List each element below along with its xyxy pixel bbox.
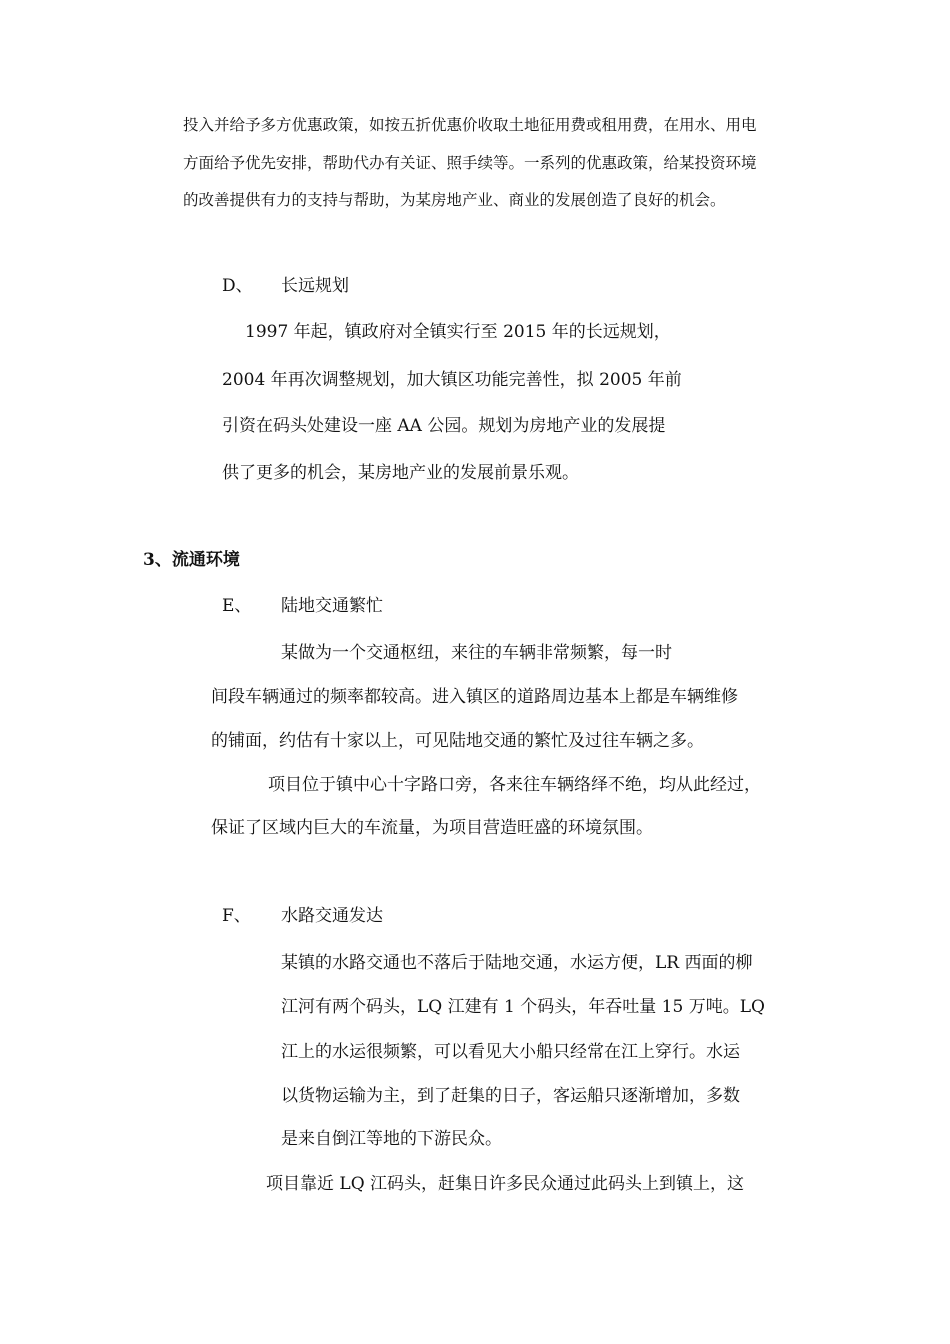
- section-e-title: 陆地交通繁忙: [281, 596, 383, 616]
- section-d-line-2: 2004 年再次调整规划，加大镇区功能完善性，拟 2005 年前: [222, 370, 682, 390]
- intro-line-3: 的改善提供有力的支持与帮助，为某房地产业、商业的发展创造了良好的机会。: [183, 191, 726, 209]
- section-d-line-1: 1997 年起，镇政府对全镇实行至 2015 年的长远规划，: [245, 322, 671, 342]
- section-f-line-2: 江河有两个码头，LQ 江建有 1 个码头，年吞吐量 15 万吨。LQ: [281, 997, 765, 1017]
- intro-line-1: 投入并给予多方优惠政策，如按五折优惠价收取土地征用费或租用费，在用水、用电: [183, 116, 757, 134]
- section-f-marker: F、: [222, 906, 251, 926]
- section-f-line-6: 项目靠近 LQ 江码头，赶集日许多民众通过此码头上到镇上，这: [266, 1174, 745, 1194]
- section-f-line-5: 是来自倒江等地的下游民众。: [281, 1129, 502, 1149]
- section-e-line-4: 项目位于镇中心十字路口旁，各来往车辆络绎不绝，均从此经过，: [268, 775, 761, 795]
- section-e-line-3: 的铺面，约估有十家以上，可见陆地交通的繁忙及过往车辆之多。: [211, 731, 704, 751]
- section-heading-3: 3、流通环境: [143, 550, 240, 570]
- section-f-line-3: 江上的水运很频繁，可以看见大小船只经常在江上穿行。水运: [281, 1042, 740, 1062]
- intro-line-2: 方面给予优先安排，帮助代办有关证、照手续等。一系列的优惠政策，给某投资环境: [183, 154, 757, 172]
- section-d-line-3: 引资在码头处建设一座 AA 公园。规划为房地产业的发展提: [222, 416, 666, 436]
- section-f-title: 水路交通发达: [281, 906, 383, 926]
- section-e-line-5: 保证了区域内巨大的车流量，为项目营造旺盛的环境氛围。: [211, 818, 653, 838]
- section-d-line-4: 供了更多的机会，某房地产业的发展前景乐观。: [222, 463, 579, 483]
- section-e-line-2: 间段车辆通过的频率都较高。进入镇区的道路周边基本上都是车辆维修: [211, 687, 738, 707]
- section-d-title: 长远规划: [281, 276, 349, 296]
- section-f-line-1: 某镇的水路交通也不落后于陆地交通，水运方便，LR 西面的柳: [281, 953, 753, 973]
- section-f-line-4: 以货物运输为主，到了赶集的日子，客运船只逐渐增加，多数: [281, 1086, 740, 1106]
- section-e-line-1: 某做为一个交通枢纽，来往的车辆非常频繁，每一时: [281, 643, 672, 663]
- section-d-marker: D、: [222, 276, 253, 296]
- section-e-marker: E、: [222, 596, 252, 616]
